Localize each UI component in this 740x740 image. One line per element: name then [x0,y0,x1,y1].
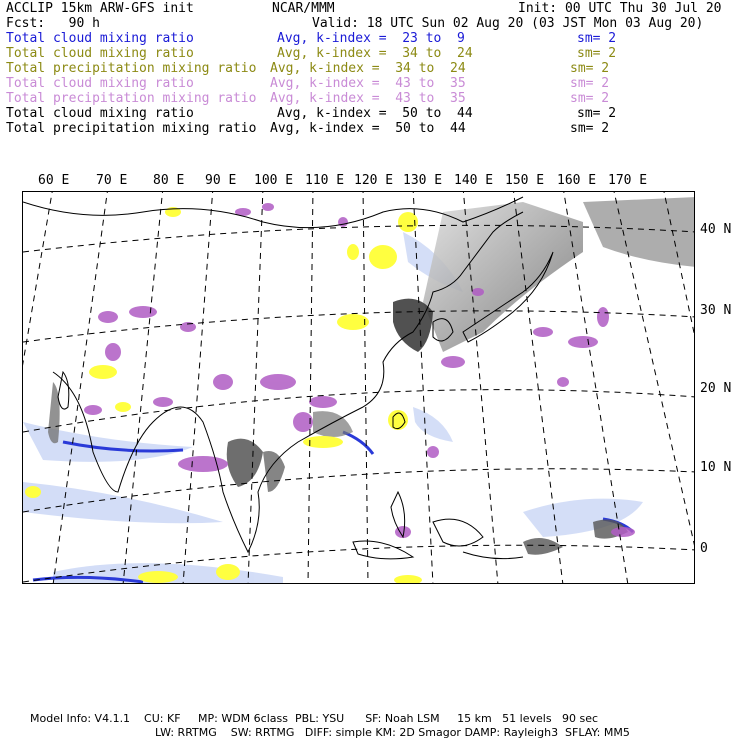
yellow-field [25,207,422,584]
lon-label: 110 E [305,173,345,188]
lon-label: 130 E [403,173,443,188]
lon-label: 170 E [608,173,648,188]
field-sm: sm= 2 [570,121,610,136]
lon-label: 80 E [153,173,185,188]
lon-label: 160 E [557,173,597,188]
field-row: Total precipitation mixing ratio [6,121,257,136]
field-sm: sm= 2 [570,91,610,106]
field-row: Total cloud mixing ratio [6,31,194,46]
lon-label: 90 E [205,173,237,188]
lon-label: 100 E [254,173,294,188]
field-row: Total precipitation mixing ratio [6,61,257,76]
lat-label: 10 N [700,460,732,475]
field-row: Total cloud mixing ratio [6,46,194,61]
map-panel [22,191,695,584]
forecast-hour: Fcst: 90 h [6,16,100,31]
field-row: Total precipitation mixing ratio [6,91,257,106]
init-time: Init: 00 UTC Thu 30 Jul 20 [518,1,722,16]
lon-label: 150 E [505,173,545,188]
model-info-line1: Model Info: V4.1.1 CU: KF MP: WDM 6class PBL: YSU SF: Noah LSM 15 km 51 levels 90 sec [30,712,599,725]
field-sm: sm= 2 [570,76,610,91]
field-avg: Avg, k-index = 50 to 44 [270,121,466,136]
lon-label: 60 E [38,173,70,188]
field-sm: sm= 2 [570,61,610,76]
field-sm: sm= 2 [577,31,617,46]
lon-label: 70 E [96,173,128,188]
field-avg: Avg, k-index = 43 to 35 [270,76,466,91]
lat-label: 20 N [700,381,732,396]
model-title: ACCLIP 15km ARW-GFS init [6,1,194,16]
lat-label: 30 N [700,303,732,318]
lat-label: 40 N [700,222,732,237]
lon-label: 140 E [454,173,494,188]
lat-label: 0 [700,541,708,556]
field-avg: Avg, k-index = 34 to 24 [270,61,466,76]
field-row: Total cloud mixing ratio [6,76,194,91]
field-sm: sm= 2 [577,46,617,61]
field-row: Total cloud mixing ratio [6,106,194,121]
field-avg: Avg, k-index = 50 to 44 [277,106,473,121]
field-sm: sm= 2 [577,106,617,121]
field-avg: Avg, k-index = 43 to 35 [270,91,466,106]
field-avg: Avg, k-index = 34 to 24 [277,46,473,61]
lon-label: 120 E [354,173,394,188]
valid-time: Valid: 18 UTC Sun 02 Aug 20 (03 JST Mon 03 Aug 20) [312,16,704,31]
field-avg: Avg, k-index = 23 to 9 [277,31,465,46]
map-svg [23,192,695,584]
org-label: NCAR/MMM [272,1,335,16]
model-info-line2: LW: RRTMG SW: RRTMG DIFF: simple KM: 2D Smagor DAMP: Rayleigh3 SFLAY: MM5 [155,726,630,739]
